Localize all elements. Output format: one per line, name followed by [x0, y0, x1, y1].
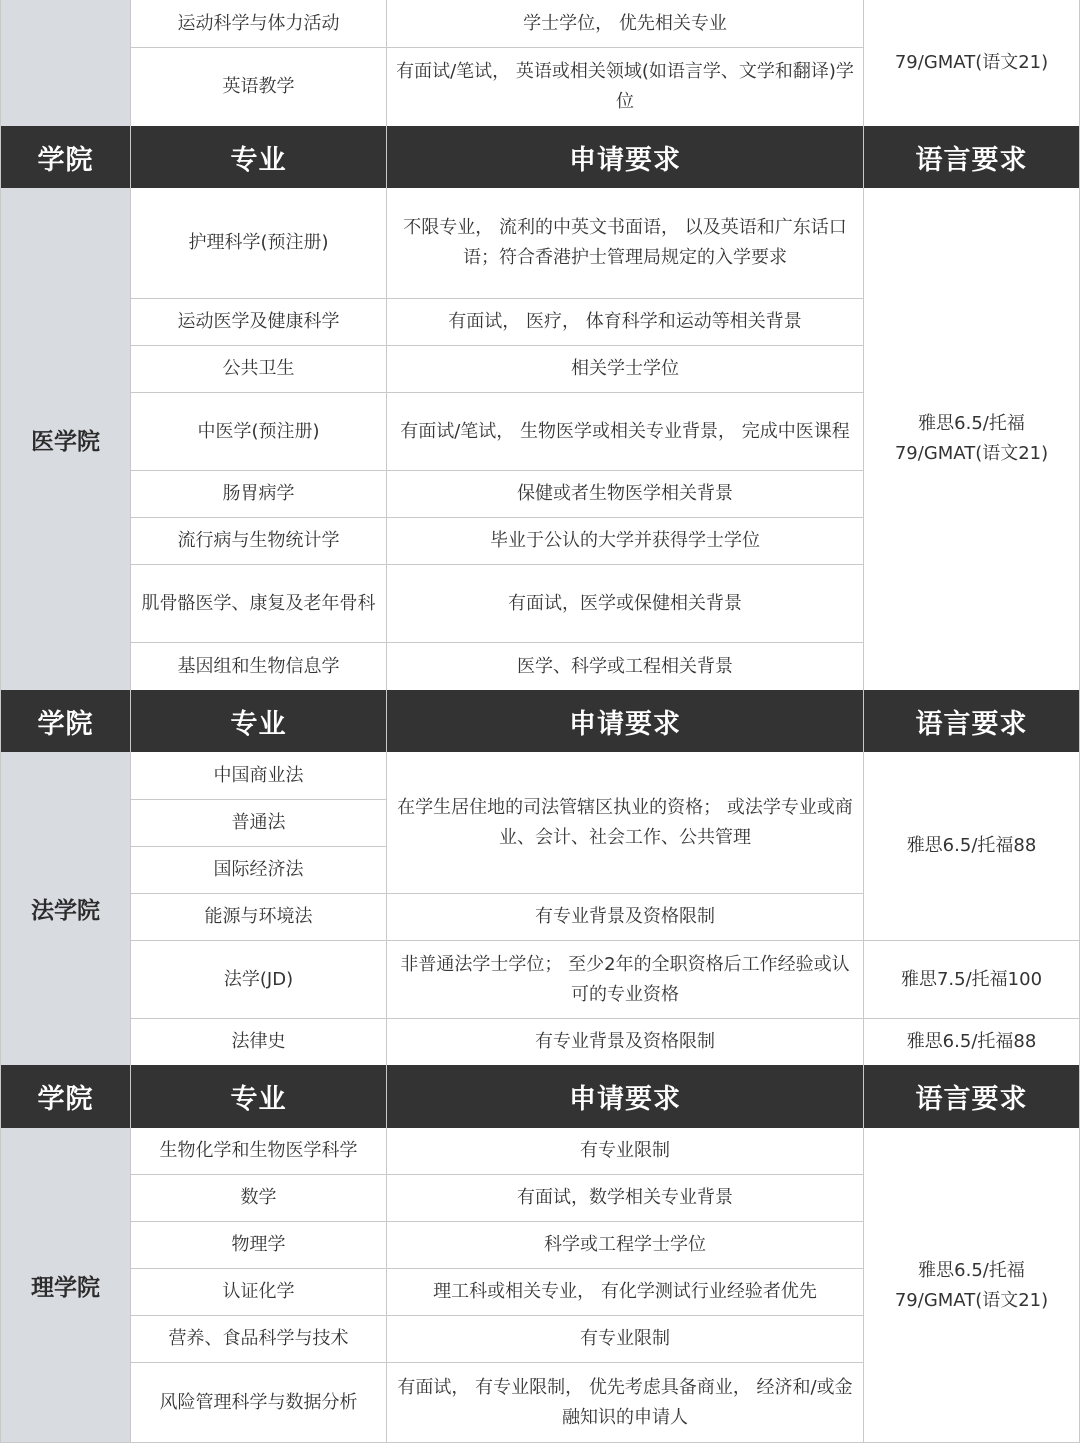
requirement-cell: 医学、科学或工程相关背景 — [387, 643, 863, 690]
major-cell: 公共卫生 — [131, 346, 386, 392]
college-science: 理学院 — [1, 1128, 130, 1443]
language-cell-law: 雅思6.5/托福88 — [864, 752, 1079, 940]
college-law: 法学院 — [1, 752, 130, 1065]
major-cell: 认证化学 — [131, 1269, 386, 1315]
language-cell: 雅思6.5/托福88 — [864, 1019, 1079, 1065]
header-requirement: 申请要求 — [387, 126, 863, 188]
header-language: 语言要求 — [864, 690, 1079, 752]
grid-line — [131, 893, 863, 894]
grid-line — [131, 1174, 863, 1175]
language-cell: 雅思7.5/托福100 — [864, 941, 1079, 1018]
requirement-cell: 有面试， 有专业限制， 优先考虑具备商业， 经济和/或金融知识的申请人 — [387, 1363, 863, 1443]
major-cell: 生物化学和生物医学科学 — [131, 1128, 386, 1174]
grid-line — [131, 1268, 863, 1269]
header-college: 学院 — [1, 126, 130, 188]
requirement-cell: 相关学士学位 — [387, 346, 863, 392]
major-cell: 基因组和生物信息学 — [131, 643, 386, 690]
grid-line — [131, 1221, 863, 1222]
header-college: 学院 — [1, 690, 130, 752]
grid-line — [131, 298, 863, 299]
major-cell: 风险管理科学与数据分析 — [131, 1363, 386, 1443]
major-cell: 肌骨骼医学、康复及老年骨科 — [131, 565, 386, 642]
requirement-cell: 有面试/笔试， 英语或相关领域(如语言学、文学和翻译)学位 — [387, 48, 863, 126]
grid-line — [863, 0, 864, 1443]
grid-line — [130, 0, 131, 1443]
major-cell: 数学 — [131, 1175, 386, 1221]
grid-line — [131, 564, 863, 565]
requirement-cell: 有专业限制 — [387, 1316, 863, 1362]
requirement-cell: 有专业限制 — [387, 1128, 863, 1174]
grid-line — [0, 0, 1, 1443]
language-cell: 79/GMAT(语文21) — [864, 0, 1079, 126]
major-cell: 法律史 — [131, 1019, 386, 1065]
major-cell: 流行病与生物统计学 — [131, 518, 386, 564]
major-cell: 营养、食品科学与技术 — [131, 1316, 386, 1362]
major-cell: 中国商业法 — [131, 752, 386, 799]
header-requirement: 申请要求 — [387, 690, 863, 752]
grid-line — [386, 0, 387, 1443]
college-cell-top — [1, 0, 130, 126]
grid-line — [131, 642, 863, 643]
major-cell: 国际经济法 — [131, 847, 386, 893]
grid-line — [131, 517, 863, 518]
major-cell: 物理学 — [131, 1222, 386, 1268]
header-major: 专业 — [131, 690, 386, 752]
requirement-cell: 理工科或相关专业， 有化学测试行业经验者优先 — [387, 1269, 863, 1315]
requirement-cell: 科学或工程学士学位 — [387, 1222, 863, 1268]
requirement-cell: 有专业背景及资格限制 — [387, 1019, 863, 1065]
header-major: 专业 — [131, 126, 386, 188]
grid-line — [131, 392, 863, 393]
header-language: 语言要求 — [864, 126, 1079, 188]
header-requirement: 申请要求 — [387, 1065, 863, 1128]
header-college: 学院 — [1, 1065, 130, 1128]
college-medicine: 医学院 — [1, 188, 130, 690]
language-cell-science: 雅思6.5/托福 79/GMAT(语文21) — [864, 1128, 1079, 1443]
grid-line — [131, 846, 386, 847]
requirement-cell: 非普通法学士学位； 至少2年的全职资格后工作经验或认可的专业资格 — [387, 941, 863, 1018]
major-cell: 普通法 — [131, 800, 386, 846]
grid-line — [131, 799, 386, 800]
requirement-cell: 有面试，数学相关专业背景 — [387, 1175, 863, 1221]
requirement-cell: 有面试， 医疗， 体育科学和运动等相关背景 — [387, 299, 863, 345]
grid-line — [131, 940, 1079, 941]
grid-line — [131, 470, 863, 471]
grid-line — [131, 47, 863, 48]
grid-line — [131, 1018, 1079, 1019]
requirement-cell-merged: 在学生居住地的司法管辖区执业的资格； 或法学专业或商业、会计、社会工作、公共管理 — [387, 752, 863, 893]
grid-line — [131, 1315, 863, 1316]
major-cell: 中医学(预注册) — [131, 393, 386, 470]
requirement-cell: 不限专业， 流利的中英文书面语， 以及英语和广东话口语；符合香港护士管理局规定的入学要求 — [387, 188, 863, 298]
requirement-cell: 有专业背景及资格限制 — [387, 894, 863, 940]
requirement-cell: 毕业于公认的大学并获得学士学位 — [387, 518, 863, 564]
major-cell: 能源与环境法 — [131, 894, 386, 940]
requirement-cell: 有面试/笔试， 生物医学或相关专业背景， 完成中医课程 — [387, 393, 863, 470]
language-cell-medicine: 雅思6.5/托福 79/GMAT(语文21) — [864, 188, 1079, 690]
major-cell: 运动医学及健康科学 — [131, 299, 386, 345]
major-cell: 英语教学 — [131, 48, 386, 126]
grid-line — [131, 345, 863, 346]
requirement-cell: 有面试，医学或保健相关背景 — [387, 565, 863, 642]
requirement-cell: 学士学位， 优先相关专业 — [387, 0, 863, 47]
major-cell: 肠胃病学 — [131, 471, 386, 517]
major-cell: 护理科学(预注册) — [131, 188, 386, 298]
requirement-cell: 保健或者生物医学相关背景 — [387, 471, 863, 517]
grid-line — [131, 1362, 863, 1363]
header-language: 语言要求 — [864, 1065, 1079, 1128]
header-major: 专业 — [131, 1065, 386, 1128]
major-cell: 法学(JD) — [131, 941, 386, 1018]
major-cell: 运动科学与体力活动 — [131, 0, 386, 47]
